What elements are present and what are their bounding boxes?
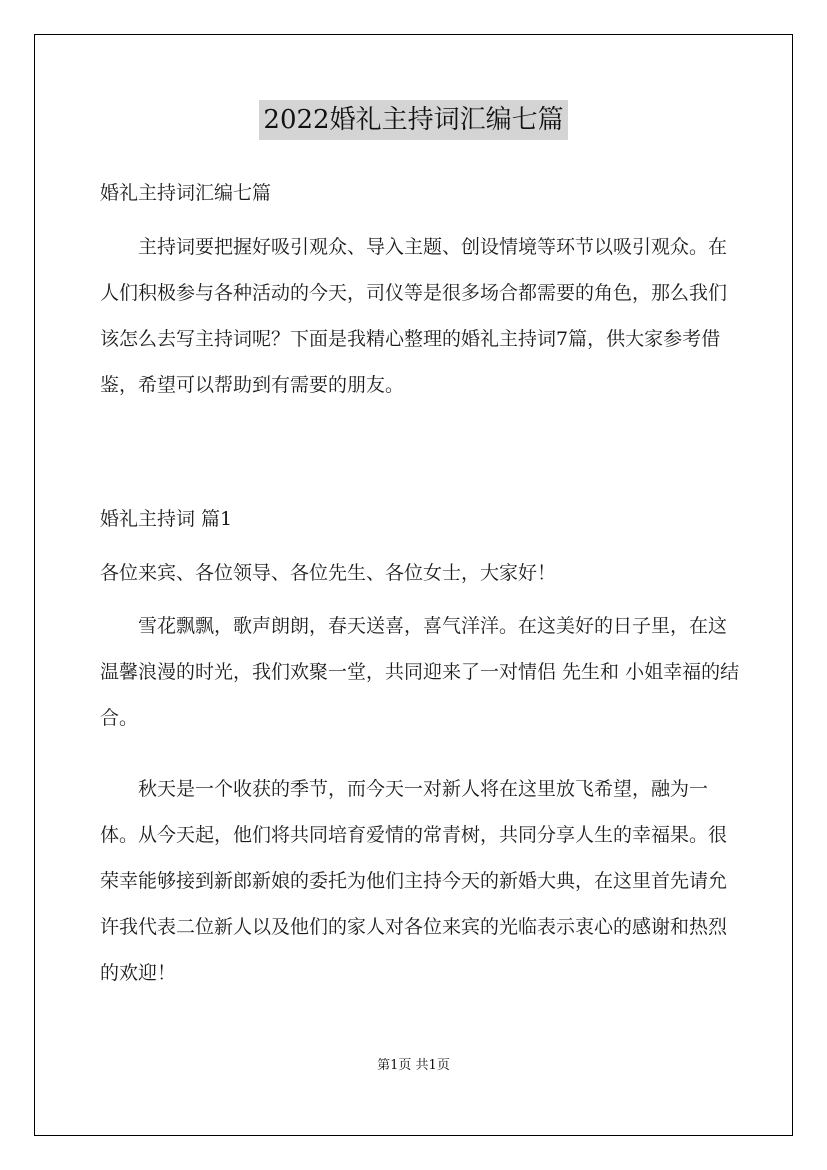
document-title-block [0,100,827,140]
body-paragraph-2: 秋天是一个收获的季节，而今天一对新人将在这里放飞希望，融为一体。从今天起，他们将共同培育爱情的常青树，共同分享人生的幸福果。很荣幸能够接到新郎新娘的委托为他们主持今天的新婚大典，在这里首先请允许我代表二位新人以及他们的家人对各位来宾的光临表示衷心的感谢和热烈的欢迎！ [100,778,728,984]
greeting-line: 各位来宾、各位领导、各位先生、各位女士，大家好！ [100,562,557,584]
document-title: 2022婚礼主持词汇编七篇 [259,100,567,140]
body-paragraph-1: 雪花飘飘，歌声朗朗，春天送喜，喜气洋洋。在这美好的日子里，在这温馨浪漫的时光，我们欢聚一堂，共同迎来了一对情侣 先生和 小姐幸福的结合。 [100,615,740,729]
document-subtitle: 婚礼主持词汇编七篇 [100,182,272,204]
page-number-footer: 第1页 共1页 [377,1058,450,1073]
intro-paragraph: 主持词要把握好吸引观众、导入主题、创设情境等环节以吸引观众。在人们积极参与各种活动的今天，司仪等是很多场合都需要的角色，那么我们该怎么去写主持词呢？下面是我精心整理的婚礼主持词7篇，供大家参考借鉴，希望可以帮助到有需要的朋友。 [100,236,728,396]
section-heading: 婚礼主持词 篇1 [100,508,233,530]
